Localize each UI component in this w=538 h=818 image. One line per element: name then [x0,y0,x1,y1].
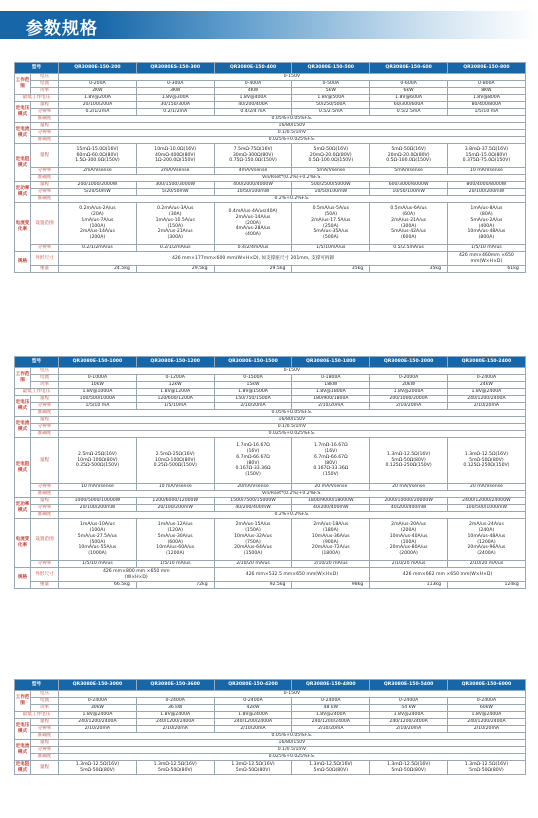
group-cv-mode: 定电压模式 [15,719,31,740]
cp-range-value: 600/3000/6000W [370,182,448,189]
row-label-accuracy: 准确度 [31,491,59,498]
row-label-range: 量程 [31,123,59,130]
group-cc-mode: 定电流模式 [15,417,31,438]
row-label-voltage: 电压 [31,74,59,81]
page-title-bar [0,11,538,39]
row-label-power: 功率 [31,88,59,95]
cp-res-value: 10/50/100mW [370,189,448,196]
cv-res-value: 0.4/2/4 mA [214,109,292,116]
power-value: 15kW [214,382,292,389]
cr-res-value: 20 mA/Vsense [448,484,526,491]
cv-range-value: 240/1200/2400A [214,719,292,726]
min-voltage-value: 1.8V@400A [214,95,292,102]
group-work-range: 工作范围 [15,74,31,95]
model-header: QR3080E-150-400 [214,63,292,74]
row-label-outline: 外形尺寸 [31,252,59,266]
dyn-range-value: 2mA/us-18A/us (180A) 10mA/us-36A/us (900A) 20mA/us-72A/us (1800A) [292,519,370,561]
cv-res-value: 1/5/10 mA [448,109,526,116]
model-header: QR3080E-150-800 [448,63,526,74]
voltage-value: 0-150V [59,691,526,698]
row-label-accuracy: 准确度 [31,431,59,438]
cp-range-value: 1200/6000/12000W [136,498,214,505]
row-label-range: 量程 [31,144,59,168]
model-header: QR3080E-150-5400 [370,680,448,691]
dyn-range-value: 0.5mA/us-6A/us (60A) 2mA/us-21A/us (300A) 5mA/us-42A/us (600A) [370,203,448,245]
cc-accuracy-value: 0.025%+0.025%F.S. [59,137,526,144]
row-label-resolution: 分辨率 [31,109,59,116]
cr-range-value: 5mΩ-50Ω(16V) 20mΩ-20.0Ω(80V) 0.5Ω-100.0Ω(150V) [292,144,370,168]
cr-res-value: 2mA/Vsense [136,168,214,175]
power-value: 24kW [448,382,526,389]
cp-res-value: 10/50/100mW [214,189,292,196]
model-header: QR3080E-150-1500 [214,357,292,368]
row-label-range: 量程 [31,719,59,726]
cp-range-value: 1000/5000/10000W [59,498,137,505]
current-value: 0-2000A [370,375,448,382]
cv-res-value: 0.5/2.5mA [370,109,448,116]
row-label-accuracy: 准确度 [31,410,59,417]
cr-range-value: 1.3mΩ-12.5Ω(16V) 5mΩ-50Ω(80V) 0.125Ω-250Ω(150V) [370,438,448,484]
row-label-resolution: 分辨率 [31,726,59,733]
dyn-res-value: 2/10/20 mA/us [292,561,370,568]
cv-range-value: 20/100/200A [59,102,137,109]
model-header: QR3080E-150-3600 [136,680,214,691]
power-value: 20kW [370,382,448,389]
min-voltage-value: 1.8V@2400A [448,712,526,719]
row-label-range: 量程 [31,740,59,747]
cp-range-value: 300/1500/3000W [136,182,214,189]
cv-res-value: 0.2/1/2mA [59,109,137,116]
power-value: 2KW [59,88,137,95]
dyn-range-value: 0.2mA/us-2A/us (20A) 1mA/us-7A/us (100A) 2mA/us-14A/us (200A) [59,203,137,245]
cp-range-value: 2400/12000/24000W [448,498,526,505]
dyn-range-value: 0.4mA/us-4A/us(40A) 2mA/us-14A/us (200A) 4mA/us-28A/us (400A) [214,203,292,245]
weight-value: 24.5kg [59,266,137,273]
group-cc-mode: 定电流模式 [15,740,31,761]
current-value: 0-800A [448,81,526,88]
cr-range-value: 1.3mΩ-12.5Ω(16V) 5mΩ-50Ω(80V) 0.125Ω-250Ω(150V) [448,438,526,484]
cv-res-value: 2/10/20mA [214,403,292,410]
cr-range-value: 7.5mΩ-75Ω(16V) 30mΩ-300Ω(80V) 0.75Ω-150.0Ω(150V) [214,144,292,168]
row-label-accuracy: 准确度 [31,116,59,123]
dyn-res-value: 2/10/20 mA/us [370,561,448,568]
model-header: QR3080E-150-500 [292,63,370,74]
cv-res-value: 2/10/20mA [136,726,214,733]
dyn-res-value: 1/5/10 mA/us [59,561,137,568]
group-cv-mode: 定电压模式 [15,396,31,417]
model-header: QR3080E-150-200 [59,63,137,74]
weight-value: 35kg [292,266,370,273]
row-label-range: 量程 [31,182,59,189]
group-spec: 规格 [15,568,31,589]
cr-range-value: 1.7mΩ-16.67Ω (16V) 6.7mΩ-66.67Ω (80V) 0.167Ω-33.36Ω (150V) [214,438,292,484]
cr-range-value: 3.8mΩ-37.5Ω(16V) 15mΩ-15.0Ω(80V) 0.375Ω-75.0Ω(150V) [448,144,526,168]
cv-accuracy-value: 0.05%+0.05%F.S. [59,410,526,417]
cc-res-value: 0.1/0.5/1mV [59,747,526,754]
cp-range-value: 200/1000/2000W [59,182,137,189]
cc-accuracy-value: 0.025%+0.025%F.S. [59,431,526,438]
model-header: QR3080E-150-1800 [292,357,370,368]
row-label-resolution: 分辨率 [31,130,59,137]
dyn-range-value: 1mA/us-12A/us (120A) 5mA/us-30A/us (600A) 10mA/us-60A/us (1200A) [136,519,214,561]
voltage-value: 0-150V [59,74,526,81]
cp-res-value: 10/50/100mW [292,189,370,196]
cp-range-value: 800/4000/8000W [448,182,526,189]
row-label-current: 电流 [31,81,59,88]
cp-res-value: 100/500/1000mW [448,505,526,512]
cv-res-value: 0.5/2.5mA [292,109,370,116]
dyn-res-value: 1/5/10 mA/us [448,245,526,252]
min-voltage-value: 1.8V@300A [136,95,214,102]
min-voltage-value: 1.8V@500A [292,95,370,102]
group-work-range: 工作范围 [15,691,31,712]
cv-res-value: 1/5/10mA [136,403,214,410]
cr-res-value: 4mA/Vsense [214,168,292,175]
dyn-res-value: 2/10/20 mA/us [448,561,526,568]
cr-range-value: 5mΩ-50Ω(16V) 20mΩ-20.0Ω(80V) 0.5Ω-100.0Ω(150V) [370,144,448,168]
min-voltage-value: 1.8V@2400A [59,712,137,719]
min-voltage-value: 1.8V@1800A [292,389,370,396]
group-cr-mode: 定电阻模式 [15,144,31,182]
cr-accuracy-value: Vin/Rset*(0.2%)+0.2%F.S. [59,491,526,498]
row-label-accuracy: 准确度 [31,733,59,740]
min-voltage-value: 1.8V@2400A [370,712,448,719]
weight-value: 92.5kg [214,582,292,589]
model-header: QR3080ES-150-300 [136,63,214,74]
min-voltage-value: 1.8V@800A [448,95,526,102]
cp-res-value: 40/200/400mW [370,505,448,512]
cr-range-value: 1.3mΩ-12.5Ω(16V) 5mΩ-50Ω(80V) [292,761,370,775]
row-label-resolution: 分辨率 [31,505,59,512]
cv-res-value: 2/10/20mA [59,726,137,733]
power-value: 12kW [136,382,214,389]
cr-range-value: 1.3mΩ-12.5Ω(16V) 5mΩ-50Ω(80V) [214,761,292,775]
cv-range-value: 80/400/800A [448,102,526,109]
cr-range-value: 1.3mΩ-12.5Ω(16V) 5mΩ-50Ω(80V) [59,761,137,775]
cv-range-value: 240/1200/2400A [448,719,526,726]
row-label-range: 量程 [31,102,59,109]
row-label-resolution: 分辨率 [31,561,59,568]
header-model-label: 型号 [15,63,59,74]
current-value: 0-1500A [214,375,292,382]
cc-range-value: 16/80/150V [59,123,526,130]
model-header: QR3080E-150-6000 [448,680,526,691]
row-label-current: 电流 [31,698,59,705]
row-label-voltage: 电压 [31,368,59,375]
power-value: 3KW [136,88,214,95]
cr-res-value: 10 mA/Vsense [59,484,137,491]
row-label-min-voltage: 最低工作电压 [15,712,59,719]
dyn-res-value: 2/10/20 mA/us [214,561,292,568]
power-value: 36 kW [136,705,214,712]
cv-accuracy-value: 0.05%+0.05%F.S. [59,116,526,123]
current-value: 0-1000A [59,375,137,382]
row-label-resolution: 分辨率 [31,245,59,252]
min-voltage-value: 1.8V@1000A [59,389,137,396]
current-value: 0-500A [292,81,370,88]
cr-res-value: 5mA/Vsense [370,168,448,175]
row-label-power: 功率 [31,382,59,389]
current-value: 0-2400A [370,698,448,705]
dyn-res-value: 0.4/2/4mA/us [214,245,292,252]
dyn-res-value: 0.2/1/2mA/us [136,245,214,252]
row-label-accuracy: 准确度 [31,196,59,203]
weight-value: 124kg [448,582,526,589]
cp-range-value: 2000/10000/20000W [370,498,448,505]
cv-range-value: 240/1200/2400A [136,719,214,726]
cv-range-value: 120/600/1200A [136,396,214,403]
power-value: 4KW [214,88,292,95]
weight-value: 72kg [136,582,214,589]
group-cr-mode: 定电阻模式 [15,438,31,498]
dyn-res-value: 0.2/1/2mA/us [59,245,137,252]
cr-accuracy-value: Vin/Rset*(0.2%)+0.2%F.S. [59,175,526,182]
cc-range-value: 16/80/150V [59,417,526,424]
row-label-range: 量程 [31,498,59,505]
row-label-accuracy: 准确度 [31,754,59,761]
group-cr-mode: 定电阻模式 [15,761,30,773]
header-model-label: 型号 [15,357,59,368]
cv-res-value: 2/10/20mA [370,403,448,410]
row-label-accuracy: 准确度 [31,512,59,519]
spec-table-1 [14,62,526,273]
cv-range-value: 200/1000/2000A [370,396,448,403]
cc-res-value: 0.1/0.5/1mV [59,424,526,431]
row-label-range: 量程 [31,417,59,424]
power-value: 30kW [59,705,137,712]
row-label-setting-range: 设置范围 [31,519,59,561]
weight-value: 66.5kg [59,582,137,589]
cr-range-value: 2.5mΩ-25Ω(16V) 10mΩ-100Ω(80V) 0.25Ω-500Ω(150V) [59,438,137,484]
min-voltage-value: 1.8V@600A [370,95,448,102]
row-label-power: 功率 [31,705,59,712]
weight-value: 98kg [292,582,370,589]
current-value: 0-2400A [59,698,137,705]
group-cp-mode: 定功率模式 [15,182,31,203]
model-header: QR3080E-150-2000 [370,357,448,368]
weight-value: 113kg [370,582,448,589]
row-label-resolution: 分辨率 [31,747,59,754]
model-header: QR3080E-150-2400 [448,357,526,368]
cv-res-value: 2/10/20mA [448,726,526,733]
cp-res-value: 20/100/200mW [136,505,214,512]
min-voltage-value: 1.8V@2400A [214,712,292,719]
spec-table-2 [14,356,526,589]
power-value: 60kW [448,705,526,712]
group-dyn-mode: 电流变化率 [15,203,31,252]
dyn-res-value: 1/5/10mA/us [292,245,370,252]
weight-value: 29.5kg [214,266,292,273]
cp-res-value: 40/200/400mW [292,505,370,512]
dyn-range-value: 0.5mA/us-5A/us (50A) 2mA/us-17.5A/us (250A) 5mA/us-35A/us (500A) [292,203,370,245]
page-title: 参数规格 [26,19,98,39]
current-value: 0-1800A [292,375,370,382]
model-header: QR3080E-150-600 [370,63,448,74]
cr-range-value: 1.3mΩ-12.5Ω(16V) 5mΩ-50Ω(80V) [136,761,214,775]
min-voltage-value: 1.8V@2000A [370,389,448,396]
row-label-range: 量程 [31,438,59,484]
group-cv-mode: 定电压模式 [15,102,31,123]
cv-range-value: 240/1200/2400A [292,719,370,726]
current-value: 0-600A [370,81,448,88]
power-value: 54 kW [370,705,448,712]
cr-range-value: 1.7mΩ-16.67Ω (16V) 6.7mΩ-66.67Ω (80V) 0.167Ω-33.36Ω (150V) [292,438,370,484]
cv-range-value: 240/1200/2400A [448,396,526,403]
power-value: 18kW [292,382,370,389]
min-voltage-value: 1.8V@2400A [136,712,214,719]
cc-accuracy-value: 0.025%+0.025%F.S. [59,754,526,761]
cr-res-value: 5mA/Vsense [292,168,370,175]
cv-range-value: 180/900/1800A [292,396,370,403]
min-voltage-value: 1.8V@1500A [214,389,292,396]
dyn-res-value: 1/5/10 mA/us [136,561,214,568]
cp-res-value: 20/100/200mW [59,505,137,512]
cr-range-value: 10mΩ-10.0Ω(16V) 40mΩ-400Ω(80V) 1Ω-200.0Ω(150V) [136,144,214,168]
row-label-resolution: 分辨率 [31,484,59,491]
cv-res-value: 2/10/20mA [214,726,292,733]
row-label-weight: 重量 [31,266,59,273]
cv-range-value: 100/500/1000A [59,396,137,403]
cp-res-value: 5/20/50mW [136,189,214,196]
cp-range-value: 400/2000/4000W [214,182,292,189]
power-value: 5kW [292,88,370,95]
row-label-current: 电流 [31,375,59,382]
row-label-resolution: 分辨率 [31,403,59,410]
row-label-setting-range: 设置范围 [31,203,59,245]
group-cp-mode: 定功率模式 [15,498,31,519]
cv-range-value: 30/150/300A [136,102,214,109]
cp-res-value: 40/200/400mW [214,505,292,512]
cv-range-value: 40/200/400A [214,102,292,109]
dyn-range-value: 2mA/us-20A/us (200A) 10mA/us-40A/us (100A) 20mA/us-80A/us (2000A) [370,519,448,561]
min-voltage-value: 1.8V@1200A [136,389,214,396]
row-label-resolution: 分辨率 [31,189,59,196]
cc-range-value: 16/80/150V [59,740,526,747]
power-value: 8KW [448,88,526,95]
cr-res-value: 20mA/Vsense [214,484,292,491]
row-label-accuracy: 准确度 [31,137,59,144]
cv-res-value: 2/10/20mA [292,726,370,733]
cr-res-value: 20 mA/Vsense [370,484,448,491]
model-header: QR3080E-150-1200 [136,357,214,368]
power-value: 42kW [214,705,292,712]
cr-res-value: 2mA/Vsense [59,168,137,175]
group-dyn-mode: 电流变化率 [15,519,31,568]
min-voltage-value: 1.8V@200A [59,95,137,102]
row-label-min-voltage: 最低工作电压 [15,95,59,102]
cr-range-value: 2.5mΩ-25Ω(16V) 10mΩ-100Ω(80V) 0.25Ω-500Ω(150V) [136,438,214,484]
cv-res-value: 0.2/1/2mA [136,109,214,116]
cr-range-value: 1.3mΩ-12.5Ω(16V) 5mΩ-50Ω(80V) [448,761,526,775]
group-cc-mode: 定电流模式 [15,123,31,144]
cr-res-value: 10 mA/Vsense [136,484,214,491]
cp-accuracy-value: 0.2%+0.2%F.S. [59,196,526,203]
dyn-range-value: 0.2mA/us-3A/us (30A) 1mA/us-10.5A/us (150A) 2mA/us-21A/us (300A) [136,203,214,245]
cr-range-value: 15mΩ-15.0Ω(16V) 60mΩ-60.0Ω(80V) 1.5Ω-300.0Ω(150V) [59,144,137,168]
current-value: 0-1200A [136,375,214,382]
cv-accuracy-value: 0.05%+0.05%F.S. [59,733,526,740]
row-label-range: 量程 [31,761,59,775]
current-value: 0-2400A [214,698,292,705]
dyn-range-value: 2mA/us-24A/us (240A) 10mA/us-48A/us (1200A) 20mA/us-96A/us (2400A) [448,519,526,561]
cv-res-value: 2/10/20mA [370,726,448,733]
cv-res-value: 2/10/20mA [292,403,370,410]
dyn-range-value: 1mA/us-10A/us (100A) 5mA/us-27.5A/us (500A) 10mA/us-55A/us (1000A) [59,519,137,561]
row-label-min-voltage: 最低工作电压 [15,389,59,396]
power-value: 10kW [59,382,137,389]
power-value: 48 kW [292,705,370,712]
current-value: 0-400A [214,81,292,88]
cv-range-value: 240/1200/2400A [370,719,448,726]
current-value: 0-300A [136,81,214,88]
current-value: 0-2400A [448,698,526,705]
cr-res-value: 10 mA/Vsense [448,168,526,175]
cv-res-value: 2/10/20mA [448,403,526,410]
cp-accuracy-value: 0.2%+0.2%F.S. [59,512,526,519]
current-value: 0-2400A [136,698,214,705]
outline-value: 426 mm×800 mm ×650 mm (W×H×D) [59,568,215,582]
row-label-voltage: 电压 [31,691,59,698]
cp-range-value: 1800/9000/18000W [292,498,370,505]
dyn-range-value: 2mA/us-15A/us (150A) 10mA/us-32A/us (750A) 20mA/us-64A/us (1500A) [214,519,292,561]
cp-res-value: 5/20/50mW [59,189,137,196]
header-model-label: 型号 [15,680,59,691]
cp-range-value: 500/2500/5000W [292,182,370,189]
group-spec: 规格 [15,252,31,273]
model-header: QR3080E-150-1000 [59,357,137,368]
group-work-range: 工作范围 [15,368,31,389]
outline-value: 426 mm×532.5 mm×650 mm(W×H×D) [214,568,370,582]
voltage-value: 0-150V [59,368,526,375]
row-label-resolution: 分辨率 [31,168,59,175]
model-header: QR3080E-150-4800 [292,680,370,691]
current-value: 0-200A [59,81,137,88]
row-label-outline: 外形尺寸 [31,568,59,582]
dyn-res-value: 0.5/2.5mA/us [370,245,448,252]
outline-value: 426 mm×460mm ×650 mm(W×H×D) [448,252,526,266]
outline-value: 426 mm×662 mm ×650 mm(W×H×D) [370,568,526,582]
weight-value: 61kg [448,266,526,273]
model-header: QR3080E-150-4200 [214,680,292,691]
cv-range-value: 240/1200/2400A [59,719,137,726]
cp-range-value: 1500/7500/15000W [214,498,292,505]
model-header: QR3080E-150-3000 [59,680,137,691]
cv-range-value: 60/300/600A [370,102,448,109]
cc-res-value: 0.1/0.5/1mV [59,130,526,137]
current-value: 0-2400A [448,375,526,382]
power-value: 6kW [370,88,448,95]
dyn-range-value: 1mA/us-8A/us (80A) 5mA/us-2A/us (400A) 10mA/us-48A/us (800A) [448,203,526,245]
current-value: 0-2400A [292,698,370,705]
cr-res-value: 20 mA/Vsense [292,484,370,491]
row-label-range: 量程 [31,396,59,403]
outline-value: 426 mm×177mm×600 mm(W×H×D), 如支撑座尺寸 201mm, 支撑可拆卸 [59,252,448,266]
cv-range-value: 150/750/1500A [214,396,292,403]
cv-range-value: 50/250/500A [292,102,370,109]
cp-res-value: 20/100/200mW [448,189,526,196]
spec-table-3 [14,679,526,775]
weight-value: 29.5kg [136,266,214,273]
min-voltage-value: 1.8V@2400A [448,389,526,396]
min-voltage-value: 1.8V@2400A [292,712,370,719]
row-label-accuracy: 准确度 [31,175,59,182]
row-label-resolution: 分辨率 [31,424,59,431]
cv-res-value: 1/5/10 mA [59,403,137,410]
cr-range-value: 1.3mΩ-12.5Ω(16V) 5mΩ-50Ω(80V) [370,761,448,775]
row-label-weight: 重量 [31,582,59,589]
weight-value: 35kg [370,266,448,273]
